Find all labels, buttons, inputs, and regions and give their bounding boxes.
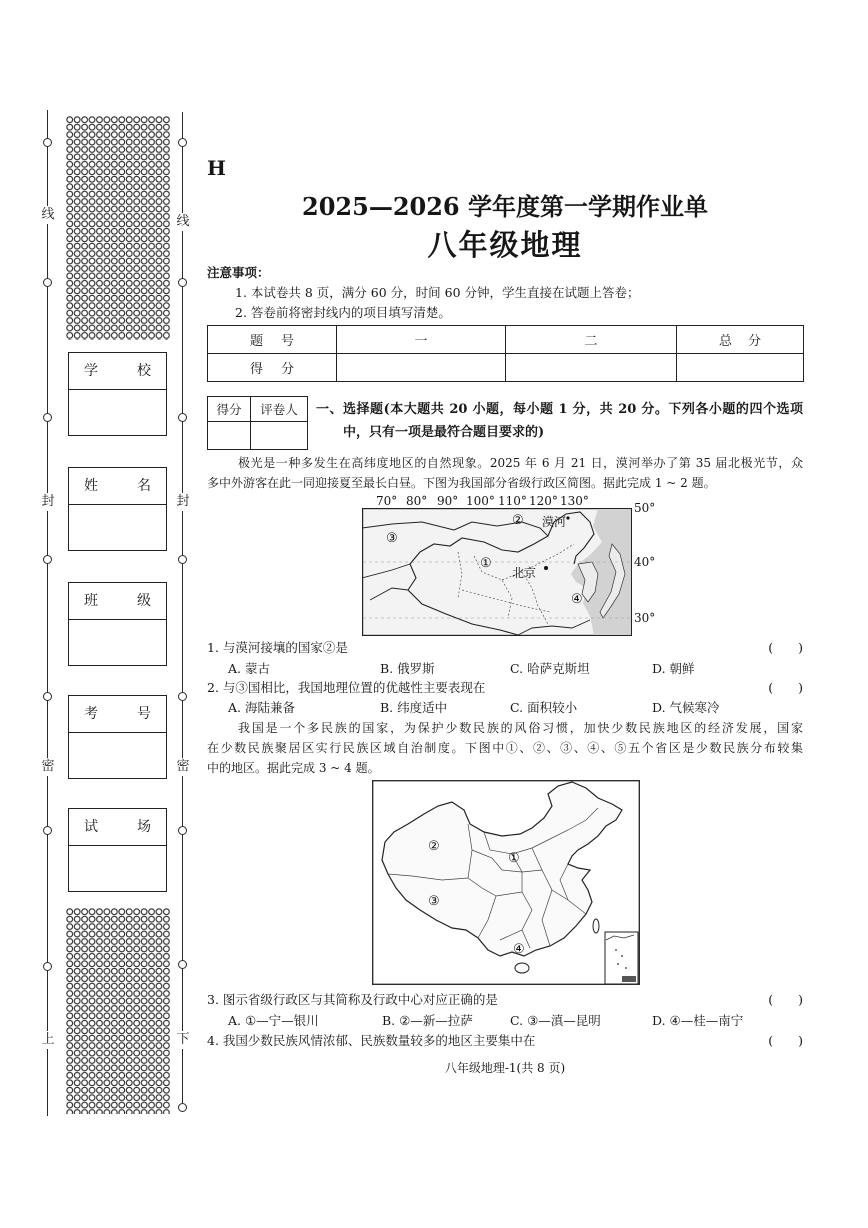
map2-inset-caption-block	[622, 976, 636, 982]
map1-lon-label: 80°	[406, 494, 428, 508]
map1-lat-label: 50°	[634, 501, 656, 515]
option-a: A. 蒙古	[228, 661, 270, 676]
grader-score-label: 得分	[208, 397, 251, 422]
passage-line: 在少数民族聚居区实行民族区域自治制度。下图中①、②、③、④、⑤五个省区是少数民族分布较集	[207, 741, 803, 755]
grader-name-cell	[251, 422, 308, 450]
map1-lon-label: 100°	[466, 494, 495, 508]
map2-inset-island	[625, 967, 627, 969]
map1-label-country-3: ③	[386, 531, 398, 546]
subject-title: 八年级地理	[427, 228, 583, 262]
question-2	[207, 678, 803, 698]
field-box-name	[68, 467, 167, 551]
seal-circle	[178, 555, 187, 564]
field-box-exam-room	[68, 808, 167, 892]
page-footer: 八年级地理-1(共 8 页)	[444, 1061, 566, 1075]
map2-inset-island	[615, 949, 617, 951]
score-table	[207, 325, 804, 382]
header-total	[677, 326, 804, 354]
seal-circle	[43, 278, 52, 287]
seal-mark-left-secret: 密	[41, 759, 55, 774]
map2-taiwan-island	[593, 919, 599, 933]
option-b: B. ②—新—拉萨	[382, 1013, 473, 1028]
map2-label-3: ③	[428, 894, 440, 909]
answer-bracket: ( )	[768, 1033, 803, 1048]
grader-box-blank-row	[208, 422, 308, 450]
grader-box-label-row	[208, 397, 308, 422]
option-c: C. 哈萨克斯坦	[510, 661, 590, 676]
option-a: A. 海陆兼备	[228, 700, 295, 715]
seal-circle	[43, 692, 52, 701]
field-box-class	[68, 582, 167, 666]
score-row-label: 得分	[250, 362, 294, 377]
map2-label-4: ④	[513, 942, 525, 957]
section-heading: 中，只有一项是最符合题目要求的)	[343, 425, 545, 440]
field-label-class: 班级	[69, 583, 166, 620]
seal-mark-right-seal: 封	[176, 494, 190, 509]
passage-line: 极光是一种多发生在高纬度地区的自然现象。2025 年 6 月 21 日，漠河举办了第 35 届北极光节，众	[238, 456, 803, 470]
map1-label-country-2: ②	[512, 513, 524, 528]
seal-circle	[178, 413, 187, 422]
question-1-options	[207, 659, 803, 679]
notice-item: 1. 本试卷共 8 页，满分 60 分，时间 60 分钟，学生直接在试题上答卷；	[235, 285, 640, 300]
seal-circle	[178, 960, 187, 969]
field-label-school: 学校	[69, 353, 166, 390]
question-2-options	[207, 698, 803, 718]
header-part-one: 一	[337, 326, 506, 354]
map1-label-china: ①	[480, 556, 492, 571]
score-cell-part-two	[506, 354, 677, 382]
field-box-school	[68, 352, 167, 436]
header-part-two: 二	[506, 326, 677, 354]
question-stem: 2. 与③国相比，我国地理位置的优越性主要表现在	[207, 680, 486, 695]
field-label-exam-room: 试场	[69, 809, 166, 846]
grader-box	[207, 396, 308, 450]
section-heading: 一、选择题(本大题共 20 小题，每小题 1 分，共 20 分。下列各小题的四个选项	[316, 402, 803, 417]
passage-line: 中的地区。据此完成 3 ~ 4 题。	[207, 761, 380, 775]
option-b: B. 俄罗斯	[380, 661, 435, 676]
seal-mark-right-secret: 密	[176, 759, 190, 774]
seal-mark-right-line: 线	[176, 214, 190, 229]
option-d: D. ④—桂—南宁	[652, 1013, 744, 1028]
question-4	[207, 1031, 803, 1051]
notice-item: 2. 答卷前将密封线内的项目填写清楚。	[235, 305, 451, 320]
notice-heading: 注意事项：	[207, 265, 270, 280]
seal-circle	[43, 413, 52, 422]
map1-lon-label: 110°	[498, 494, 527, 508]
question-stem: 1. 与漠河接壤的国家②是	[207, 640, 348, 655]
page-title: 2025—2026 学年度第一学期作业单	[302, 192, 708, 221]
question-stem: 4. 我国少数民族风情浓郁、民族数量较多的地区主要集中在	[207, 1033, 536, 1048]
seal-circle	[178, 826, 187, 835]
map1-province-map	[362, 508, 632, 636]
seal-mark-left-up: 上	[41, 1032, 55, 1047]
map2-label-1: ①	[508, 851, 520, 866]
header-question-number	[208, 326, 337, 354]
map1-lat-label: 40°	[634, 555, 656, 569]
question-3	[207, 990, 803, 1010]
seal-mark-left-line: 线	[41, 207, 55, 222]
seal-circle	[178, 1103, 187, 1112]
seal-circle	[43, 962, 52, 971]
seal-mark-right-down: 下	[176, 1032, 190, 1047]
passage-line: 我国是一个多民族的国家，为保护少数民族的风俗习惯，加快少数民族地区的经济发展，国家	[238, 721, 803, 735]
seal-circle	[178, 692, 187, 701]
map1-label-mohe: 漠河	[542, 515, 567, 529]
answer-bracket: ( )	[768, 640, 803, 655]
map2-inset-island	[617, 963, 619, 965]
map1-beijing-dot	[544, 566, 548, 570]
dot-pattern-bottom	[66, 908, 170, 1114]
question-3-options	[207, 1011, 803, 1031]
seal-circle	[43, 826, 52, 835]
header-question-number-label: 题号	[250, 334, 294, 349]
field-label-exam-number: 考号	[69, 696, 166, 733]
seal-mark-left-seal: 封	[41, 494, 55, 509]
map1-label-beijing: 北京	[512, 566, 537, 580]
map1-lat-label: 30°	[634, 611, 656, 625]
question-1	[207, 638, 803, 658]
header-total-label: 总分	[719, 334, 761, 349]
question-stem: 3. 图示省级行政区与其简称及行政中心对应正确的是	[207, 992, 498, 1007]
map1-mohe-dot	[566, 516, 569, 519]
map1-lon-label: 90°	[437, 494, 459, 508]
paper-version: H	[207, 156, 226, 180]
dot-pattern-top	[66, 116, 170, 340]
seal-circle	[43, 138, 52, 147]
map1-lon-label: 130°	[560, 494, 589, 508]
map1-label-country-4: ④	[571, 592, 583, 607]
passage-line: 多中外游客在此一同迎接夏至最长白昼。下图为我国部分省级行政区简图。据此完成 1 ~ 2 题。	[207, 476, 716, 490]
option-d: D. 朝鲜	[652, 661, 695, 676]
field-label-name: 姓名	[69, 468, 166, 505]
option-a: A. ①—宁—银川	[228, 1013, 319, 1028]
option-c: C. 面积较小	[510, 700, 578, 715]
grader-name-label: 评卷人	[251, 397, 308, 422]
map2-hainan-island	[515, 963, 529, 973]
map2-china-map	[372, 780, 640, 985]
score-cell-total	[677, 354, 804, 382]
map2-inset-island	[621, 955, 623, 957]
map1-lon-label: 120°	[529, 494, 558, 508]
score-row-label-cell	[208, 354, 337, 382]
option-c: C. ③—滇—昆明	[510, 1013, 601, 1028]
field-box-exam-number	[68, 695, 167, 779]
score-cell-part-one	[337, 354, 506, 382]
score-table-header-row	[208, 326, 804, 354]
option-d: D. 气候寒冷	[652, 700, 720, 715]
option-b: B. 纬度适中	[380, 700, 448, 715]
grader-score-cell	[208, 422, 251, 450]
map1-lon-label: 70°	[376, 494, 398, 508]
seal-circle	[178, 278, 187, 287]
answer-bracket: ( )	[768, 680, 803, 695]
map2-label-2: ②	[428, 839, 440, 854]
score-table-score-row	[208, 354, 804, 382]
seal-circle	[178, 138, 187, 147]
seal-circle	[43, 555, 52, 564]
answer-bracket: ( )	[768, 992, 803, 1007]
